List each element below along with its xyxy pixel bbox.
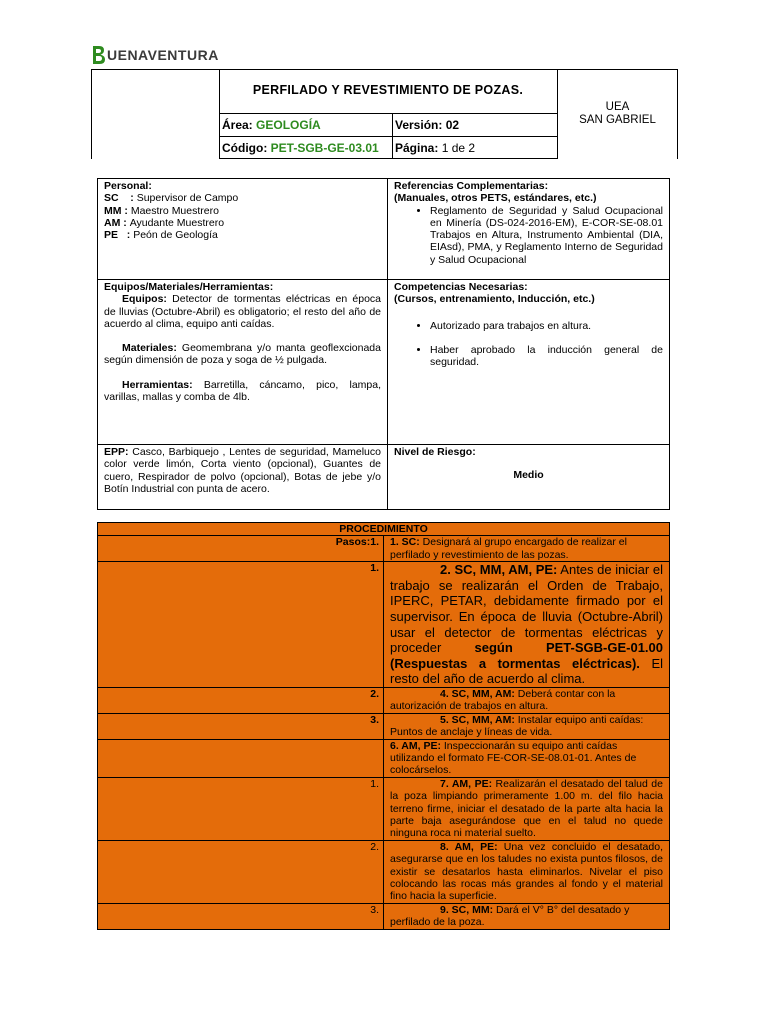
table-row: [98, 739, 670, 777]
personal-title: Personal:: [104, 180, 152, 192]
procedure-table: [97, 522, 670, 930]
risk-value: Medio: [513, 469, 544, 482]
epp-text: Casco, Barbiquejo , Lentes de seguridad, Mameluco color verde limón, Corta viento (opcional), Guantes de cuero, Respirador de polvo (opcional), Botas de jebe y/o Botín Industrial con punta de acero.: [104, 446, 381, 495]
page-value: 1 de 2: [441, 141, 476, 155]
references-item: • Reglamento de Seguridad y Salud Ocupacional en Minería (DS-024-2016-EM), E-COR-SE-08.01 Trabajos en Altura, Instrumento Ambiental (DIA, EIAsd), PMA, y Reglamento Interno de Seguridad y Salud Ocupacional: [430, 205, 663, 266]
table-row: [98, 562, 670, 688]
epp-cell: [98, 445, 388, 510]
equipos-text: Equipos: Detector de tormentas eléctricas en época de lluvias (Octubre-Abril) es obligatorio; el resto del año de acuerdo al clima, equipo anti caídas.: [104, 293, 381, 330]
area-label: Área:: [222, 118, 253, 132]
competency-item: • Haber aprobado la inducción general de seguridad.: [430, 344, 663, 369]
personal-cell: [98, 179, 388, 280]
references-title: Referencias Complementarias:: [394, 180, 549, 192]
step-text: 8. AM, PE: Una vez concluido el desatado, asegurarse que en los taludes no exista puntos filosos, de existir se desatarlos hasta eliminarlos. Nivelar el piso colocando las rocas más grandes al fondo y el material fino hacia la superficie.: [384, 840, 670, 903]
document-title: PERFILADO Y REVESTIMIENTO DE POZAS.: [252, 83, 524, 97]
step-text: 6. AM, PE: Inspeccionarán su equipo anti caídas utilizando el formato FE-COR-SE-08.01-01. Antes de colocárselos.: [384, 739, 670, 777]
code-label: Código:: [222, 141, 268, 155]
risk-cell: [388, 445, 670, 510]
table-row: [98, 713, 670, 739]
info-table: [97, 178, 670, 510]
references-subtitle: (Manuales, otros PETS, estándares, etc.): [394, 192, 597, 205]
procedure-title: PROCEDIMIENTO: [98, 523, 670, 536]
uea-label: UEA: [605, 101, 630, 113]
company-logo: [92, 44, 219, 66]
step-number: 1.: [98, 777, 384, 840]
table-row: [98, 687, 670, 713]
code-value: PET-SGB-GE-03.01: [270, 141, 379, 155]
risk-label: Nivel de Riesgo:: [394, 446, 476, 458]
step-number: Pasos:1.: [98, 536, 384, 562]
step-text: 7. AM, PE: Realizarán el desatado del talud de la poza limpiando primeramente 1.00 m. del filo hacia terreno firme, iniciar el desatado de la parte alta hacia la parte baja asegurándose que en el talud no quede ninguna roca ni material suelto.: [384, 777, 670, 840]
uea-name: SAN GABRIEL: [579, 114, 656, 126]
competencies-title: Competencias Necesarias:: [394, 281, 528, 293]
step-text: 4. SC, MM, AM: Deberá contar con la autorización de trabajos en altura.: [384, 687, 670, 713]
page-field: [395, 141, 475, 155]
version-value: 02: [445, 118, 460, 132]
competencies-subtitle: (Cursos, entrenamiento, Inducción, etc.): [394, 293, 595, 306]
competency-item: • Autorizado para trabajos en altura.: [430, 320, 663, 332]
epp-label: EPP:: [104, 446, 129, 458]
personal-row: SC : Supervisor de Campo: [104, 192, 239, 205]
step-number: 1.: [98, 562, 384, 688]
personal-row: AM : Ayudante Muestrero: [104, 216, 225, 229]
herramientas-text: Herramientas: Barretilla, cáncamo, pico, lampa, varillas, mallas y comba de 4lb.: [104, 378, 381, 404]
equipment-title: Equipos/Materiales/Herramientas:: [104, 281, 274, 293]
equipment-cell: [98, 280, 388, 445]
area-field: [222, 118, 321, 132]
step-number: 2.: [98, 840, 384, 903]
step-number: 3.: [98, 713, 384, 739]
step-text: 1. SC: Designará al grupo encargado de realizar el perfilado y revestimiento de las pozas.: [384, 536, 670, 562]
logo-text: UENAVENTURA: [107, 47, 219, 63]
table-row: [98, 536, 670, 562]
version-label: Versión:: [395, 118, 443, 132]
page-label: Página:: [395, 141, 439, 155]
step-text: 9. SC, MM: Dará el V° B° del desatado y perfilado de la poza.: [384, 903, 670, 929]
step-text: 5. SC, MM, AM: Instalar equipo anti caídas: Puntos de anclaje y líneas de vida.: [384, 713, 670, 739]
table-row: [98, 840, 670, 903]
step-text: 2. SC, MM, AM, PE: Antes de iniciar el trabajo se realizarán el Orden de Trabajo, IPERC, PETAR, debidamente firmado por el supervisor. En época de lluvia (Octubre-Abril) usar el detector de tormentas eléctricas y proceder según PET-SGB-GE-01.00 (Respuestas a tormentas eléctricas). El resto del año de acuerdo al clima.: [384, 562, 670, 688]
uea-block: [557, 101, 678, 127]
materiales-text: Materiales: Geomembrana y/o manta geoflexcionada según dimensión de poza y soga de ½ pulgada.: [104, 342, 381, 367]
document-header: [91, 69, 678, 159]
personal-row: PE : Peón de Geología: [104, 229, 218, 242]
table-row: [98, 903, 670, 929]
version-field: [395, 118, 459, 132]
code-field: [222, 141, 379, 155]
step-number: [98, 739, 384, 777]
personal-row: MM : Maestro Muestrero: [104, 204, 219, 217]
competencies-cell: [388, 280, 670, 445]
logo-b-mark: [92, 45, 106, 65]
table-row: [98, 777, 670, 840]
step-number: 3.: [98, 903, 384, 929]
references-cell: [388, 179, 670, 280]
step-number: 2.: [98, 687, 384, 713]
area-value: GEOLOGÍA: [256, 118, 321, 132]
